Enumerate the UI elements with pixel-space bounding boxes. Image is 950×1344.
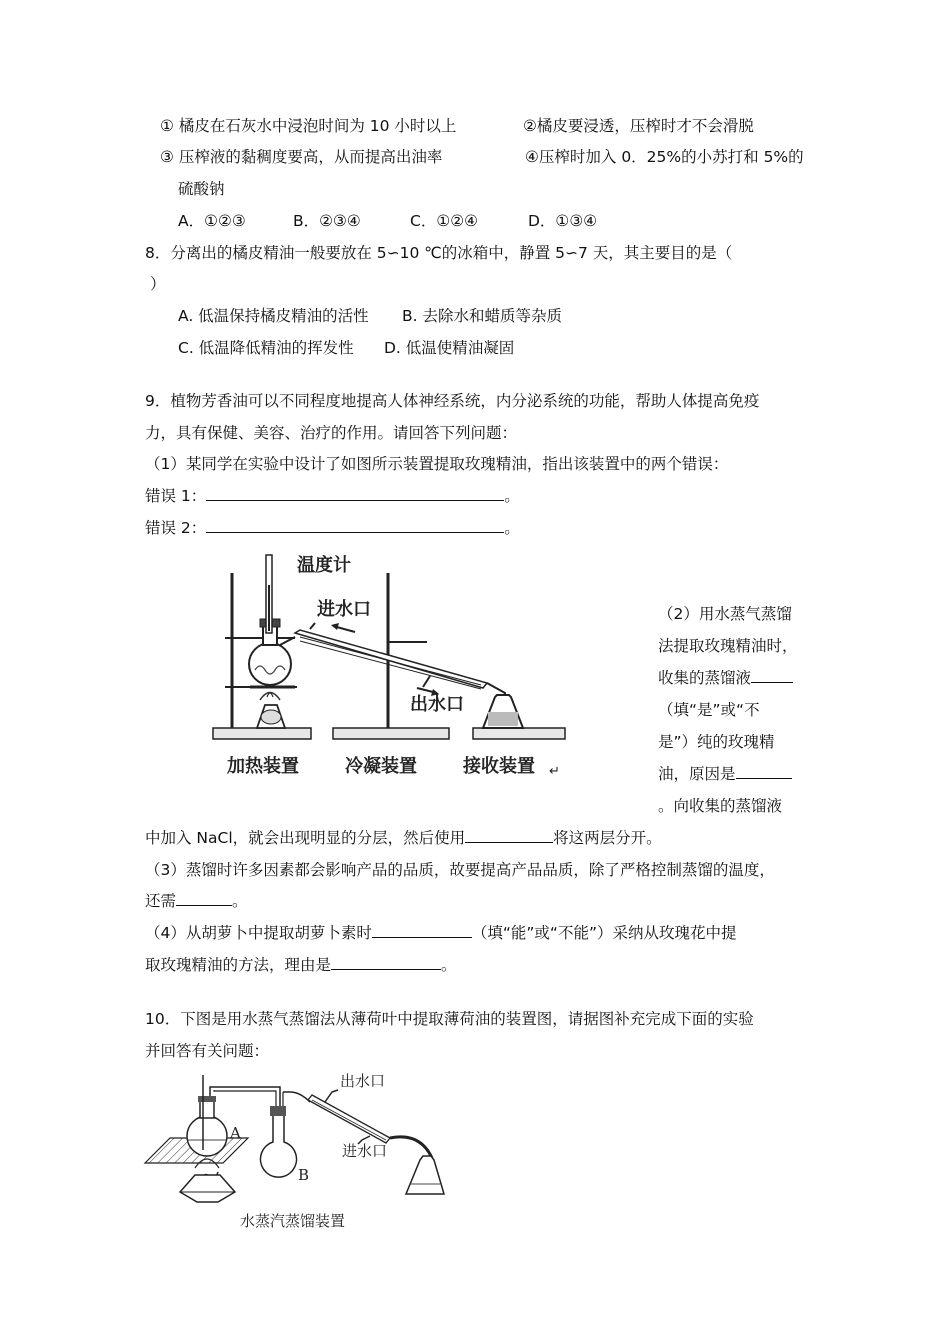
- q9-part-2-line-7: 。向收集的蒸馏液: [658, 797, 783, 815]
- q7-option-4: ④压榨时加入 0．25%的小苏打和 5%的: [525, 148, 804, 166]
- q8-stem-cont: ）: [150, 275, 166, 293]
- q10-apparatus-figure: [140, 1070, 470, 1235]
- q9-part-2-line-4: （填“是”或“不: [658, 701, 760, 719]
- q10-fig-label-b: B: [298, 1166, 310, 1184]
- q7-option-2: ②橘皮要浸透，压榨时才不会滑脱: [523, 117, 754, 135]
- q9-error-2-label: 错误 2：: [145, 519, 207, 537]
- q9-part-4-blank-2[interactable]: [331, 955, 441, 970]
- q8-choice-b: B. 去除水和蜡质等杂质: [402, 307, 562, 325]
- q9-error-1-line: [145, 485, 520, 507]
- q9-part-4-text-1: （4）从胡萝卜中提取胡萝卜素时: [145, 924, 372, 942]
- q9-part-2-blank-2[interactable]: [736, 764, 792, 779]
- q9-part-2-line-1: （2）用水蒸气蒸馏: [658, 605, 792, 623]
- q9-part-4-cont-text: 取玫瑰精油的方法，理由是: [145, 956, 332, 974]
- q9-error-1-blank[interactable]: [206, 486, 504, 501]
- q9-part-3-blank[interactable]: [176, 891, 232, 906]
- q9-part-4-cont: [145, 954, 457, 976]
- q9-part-2-line-6-text: 油，原因是: [658, 765, 736, 783]
- q9-part-3-period: 。: [232, 892, 248, 910]
- q9-part-3-cont: [145, 890, 248, 912]
- q7-choice-a: A．①②③: [178, 212, 246, 230]
- q9-error-1-label: 错误 1：: [145, 487, 207, 505]
- q10-fig-label-a: A: [230, 1124, 241, 1142]
- q7-choice-b: B．②③④: [293, 212, 361, 230]
- q9-part-4: [145, 922, 737, 944]
- q9-error-1-period: 。: [504, 487, 520, 505]
- q9-fig-water-out-label: 出水口: [410, 694, 464, 715]
- q9-part-2-line-6: [658, 763, 792, 785]
- q9-part-1: （1）某同学在实验中设计了如图所示装置提取玫瑰精油，指出该装置中的两个错误：: [145, 455, 729, 473]
- q9-error-2-blank[interactable]: [206, 518, 504, 533]
- q9-fig-heating-label: 加热装置: [227, 756, 299, 777]
- q9-apparatus-figure: [205, 545, 575, 790]
- q10-stem: 10．下图是用水蒸气蒸馏法从薄荷叶中提取薄荷油的装置图，请据图补充完成下面的实验: [145, 1010, 754, 1028]
- q7-option-4-cont: 硫酸钠: [178, 180, 225, 198]
- q9-part-4-period: 。: [441, 956, 457, 974]
- q8-choice-d: D. 低温使精油凝固: [384, 339, 515, 357]
- q9-part-3-cont-text: 还需: [145, 892, 177, 910]
- q9-part-2-cont-text: 中加入 NaCl，就会出现明显的分层，然后使用: [145, 829, 466, 847]
- q9-error-2-period: 。: [504, 519, 520, 537]
- q7-option-1: ① 橘皮在石灰水中浸泡时间为 10 小时以上: [160, 117, 457, 135]
- q8-choice-c: C. 低温降低精油的挥发性: [178, 339, 354, 357]
- q9-part-2-line-5: 是”）纯的玫瑰精: [658, 733, 775, 751]
- q10-stem-cont: 并回答有关问题：: [145, 1042, 270, 1060]
- q9-part-2-line-3-text: 收集的蒸馏液: [658, 669, 752, 687]
- q9-part-2-line-2: 法提取玫瑰精油时，: [658, 637, 798, 655]
- q9-stem: 9．植物芳香油可以不同程度地提高人体神经系统，内分泌系统的功能，帮助人体提高免疫: [145, 392, 760, 410]
- q9-fig-return-mark: ↵: [549, 764, 560, 779]
- q9-part-4-text-2: （填“能”或“不能”）采纳从玫瑰花中提: [471, 924, 737, 942]
- q9-part-2-cont: [145, 827, 662, 849]
- q8-stem: 8．分离出的橘皮精油一般要放在 5∽10 ℃的冰箱中，静置 5∽7 天，其主要目的是（: [145, 244, 733, 262]
- q9-part-2-line-3: [658, 667, 793, 689]
- q10-fig-water-in-label: 进水口: [342, 1142, 388, 1160]
- q7-choice-c: C．①②④: [410, 212, 479, 230]
- q10-fig-water-out-label: 出水口: [340, 1072, 386, 1090]
- q9-part-2-cont-end: 将这两层分开。: [553, 829, 662, 847]
- q9-fig-receiving-label: 接收装置: [463, 756, 535, 777]
- q9-part-2-blank-1[interactable]: [751, 668, 793, 683]
- q9-error-2-line: [145, 517, 520, 539]
- q9-fig-thermometer-label: 温度计: [297, 555, 351, 576]
- q8-choice-a: A. 低温保持橘皮精油的活性: [178, 307, 369, 325]
- q7-option-3: ③ 压榨液的黏稠度要高，从而提高出油率: [160, 148, 443, 166]
- q9-part-4-blank-1[interactable]: [372, 923, 472, 938]
- q9-part-2-blank-3[interactable]: [465, 828, 553, 843]
- q9-fig-condensing-label: 冷凝装置: [345, 756, 417, 777]
- q7-choice-d: D．①③④: [528, 212, 598, 230]
- q9-part-3: （3）蒸馏时许多因素都会影响产品的品质，故要提高产品品质，除了严格控制蒸馏的温度，: [145, 861, 775, 879]
- q9-stem-cont: 力，具有保健、美容、治疗的作用。请回答下列问题：: [145, 424, 518, 442]
- q9-fig-water-in-label: 进水口: [317, 599, 371, 620]
- q10-fig-caption: 水蒸汽蒸馏装置: [240, 1212, 346, 1230]
